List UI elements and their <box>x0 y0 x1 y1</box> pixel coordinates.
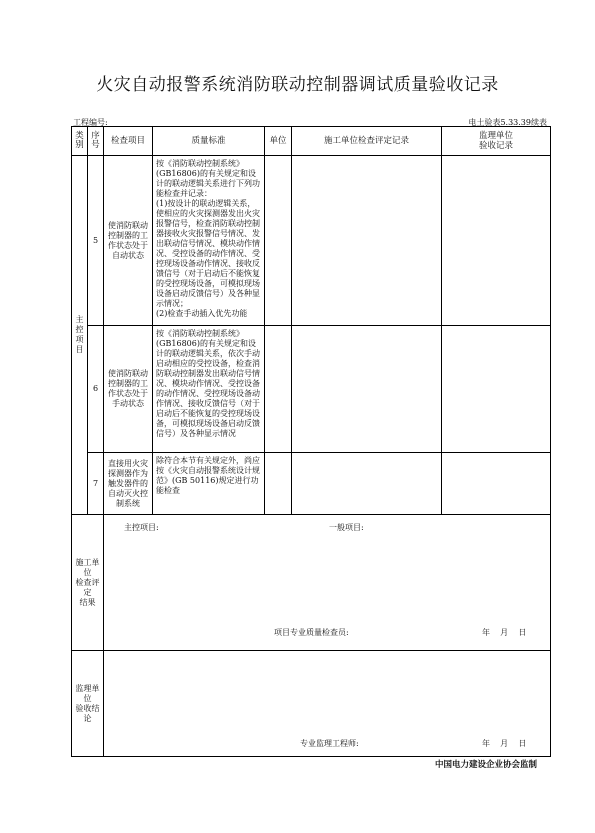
footer-issuer: 中国电力建设企业协会监制 <box>434 760 537 770</box>
supervisor-date: 年 月 日 <box>482 739 527 748</box>
header-row <box>72 127 551 156</box>
row-check-item: 使消防联动控制器的工作状态处于手动状态 <box>104 326 153 453</box>
row-contractor-cell[interactable] <box>292 326 442 453</box>
form-code: 电土验表5.33.39续表 <box>468 118 547 127</box>
header-unit: 单位 <box>265 127 292 156</box>
row-unit-cell[interactable] <box>265 326 292 453</box>
supervising-engineer-label: 专业监理工程师: <box>300 739 359 748</box>
contractor-result-row <box>72 515 551 651</box>
header-supervisor-record: 监理单位 验收记录 <box>442 127 551 156</box>
supervisor-conclusion-row <box>72 651 551 757</box>
inspection-table <box>71 126 551 757</box>
supervisor-conclusion-label: 监理单位 验收结论 <box>72 651 104 757</box>
page-title: 火灾自动报警系统消防联动控制器调试质量验收记录 <box>96 75 499 95</box>
row-seq: 6 <box>88 326 104 453</box>
category-main-control: 主 控 项 目 <box>72 156 88 515</box>
header-seq: 序 号 <box>88 127 104 156</box>
table-row <box>72 326 551 453</box>
main-items-label: 主控项目: <box>124 523 159 532</box>
row-unit-cell[interactable] <box>265 156 292 326</box>
row-supervisor-cell[interactable] <box>442 326 551 453</box>
contractor-result-label: 施工单位 检查评定 结果 <box>72 515 104 651</box>
header-check-item: 检查项目 <box>104 127 153 156</box>
header-category: 类 别 <box>72 127 88 156</box>
row-contractor-cell[interactable] <box>292 156 442 326</box>
row-quality-standard: 按《消防联动控制系统》(GB16806)的有关规定和设计的联动逻辑关系，依次手动启动相应的受控设备，检查消防联动控制器发出联动信号情况、模块动作情况、受控设备的动作情况、受控现场设备动作情况、接收反馈信号（对于启动后不能恢复的受控现场设备，可模拟现场设备启动反馈信号）及各种显示情况 <box>153 326 265 453</box>
row-contractor-cell[interactable] <box>292 453 442 515</box>
general-items-label: 一般项目: <box>329 523 364 532</box>
contractor-result-cell[interactable] <box>104 515 551 651</box>
header-contractor-record: 施工单位检查评定记录 <box>292 127 442 156</box>
row-seq: 7 <box>88 453 104 515</box>
table-row <box>72 156 551 326</box>
row-supervisor-cell[interactable] <box>442 453 551 515</box>
row-seq: 5 <box>88 156 104 326</box>
quality-inspector-label: 项目专业质量检查员: <box>274 628 349 637</box>
project-number-label: 工程编号: <box>73 118 108 127</box>
table-row <box>72 453 551 515</box>
supervisor-conclusion-cell[interactable] <box>104 651 551 757</box>
row-supervisor-cell[interactable] <box>442 156 551 326</box>
row-check-item: 使消防联动控制器的工作状态处于自动状态 <box>104 156 153 326</box>
row-check-item: 直接用火灾探测器作为触发器件的自动灭火控制系统 <box>104 453 153 515</box>
contractor-date: 年 月 日 <box>482 628 527 637</box>
row-unit-cell[interactable] <box>265 453 292 515</box>
row-quality-standard: 按《消防联动控制系统》(GB16806)的有关规定和设计的联动逻辑关系进行下列功能检查并记录： (1)按设计的联动逻辑关系，使相应的火灾探测器发出火灾报警信号，检查消防联动控制器接收火灾报警信号情况、发出联动信号情况、模块动作情况、受控设备的动作情况、受控现场设备动作情况、接收反馈信号（对于启动后不能恢复的受控现场设备，可模拟现场设备启动反馈信号）及各种显示情况； (2)检查手动插入优先功能 <box>153 156 265 326</box>
header-quality-standard: 质量标准 <box>153 127 265 156</box>
row-quality-standard: 除符合本节有关规定外，尚应按《火灾自动报警系统设计规范》(GB 50116)规定进行功能检查 <box>153 453 265 515</box>
